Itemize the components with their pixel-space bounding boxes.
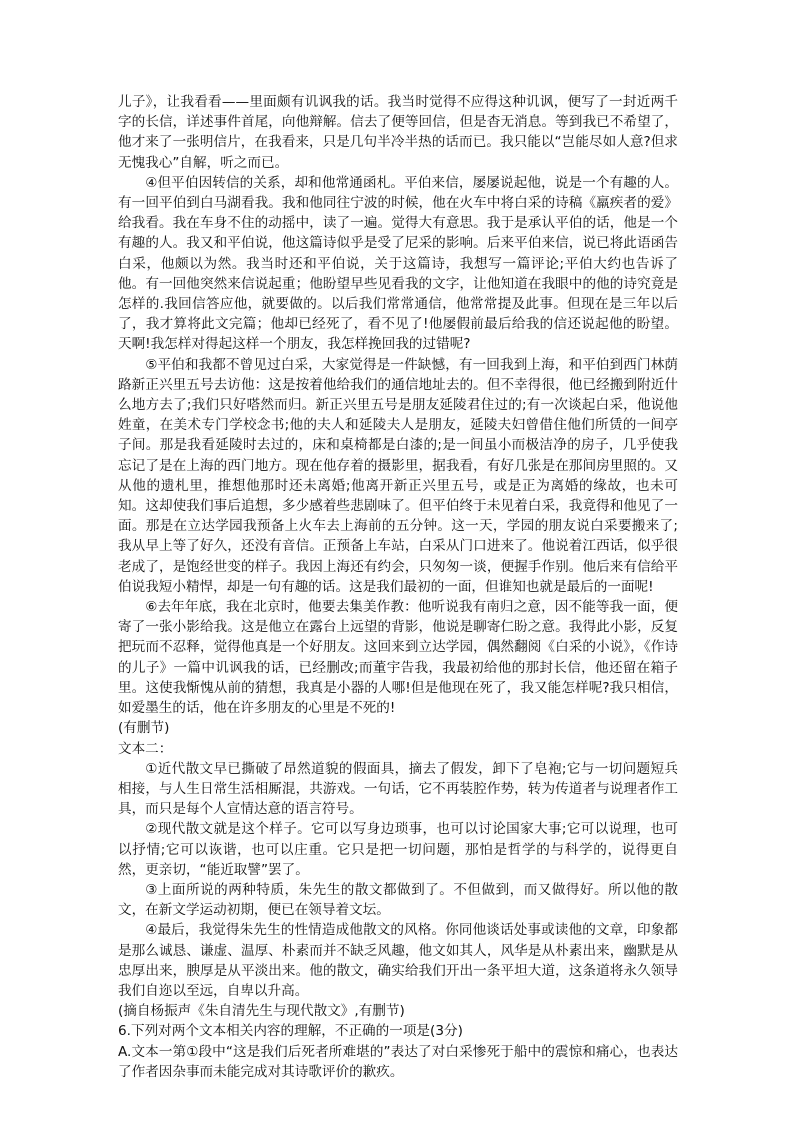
question-option-a: A.文本一第①段中“这是我们后死者所难堪的”表达了对白采惨死于船中的震惊和痛心，也表达了作者因杂事而未能完成对其诗歌评价的歉疚。 [118, 1043, 678, 1080]
text-two-source: (摘自杨振声《朱自清先生与现代散文》,有删节) [118, 1003, 405, 1020]
text-one-continued-paragraph: 儿子》，让我看看——里面颇有讥讽我的话。我当时觉得不应得这种讥讽，便写了一封近两千字的长信，详述事件首尾，向他辩解。信去了便等回信，但是杳无消息。等到我已不希望了，他才来了一张明信片，在我看来，只是几句半冷半热的话而已。我只能以“岂能尽如人意?但求无愧我心”自解，听之而已。 [118, 94, 678, 171]
text-two-heading: 文本二： [118, 740, 173, 757]
text-one-paragraph-6: ⑥去年年底，我在北京时，他要去集美作教：他听说我有南归之意，因不能等我一面，便寄了一张小影给我。这是他立在露台上远望的背影，他说是聊寄仁盼之意。我得此小影，反复把玩而不忍释，觉得他真是一个好朋友。这回来到立达学园，偶然翻阅《白采的小说》，《作诗的儿子》一篇中讥讽我的话，已经删改;而董宇告我，我最初给他的那封长信，他还留在箱子里。这使我惭愧从前的猜想，我真是小器的人哪!但是他现在死了，我又能怎样呢?我只相信，如爱墨生的话，他在许多朋友的心里是不死的! [118, 599, 678, 717]
text-one-paragraph-5: ⑤平伯和我都不曾见过白采，大家觉得是一件缺憾，有一回我到上海，和平伯到西门林荫路新正兴里五号去访他：这是按着他给我们的通信地址去的。但不幸得很，他已经搬到附近什么地方去了;我们只好嗒然而归。新正兴里五号是朋友延陵君住过的;有一次谈起白采，他说他姓童，在美术专门学校念书;他的夫人和延陵夫人是朋友，延陵夫妇曾借住他们所赁的一间亭子间。那是我看延陵时去过的，床和桌椅都是白漆的;是一间虽小而极洁净的房子，几乎使我忘记了是在上海的西门地方。现在他存着的摄影里，据我看，有好几张是在那间房里照的。又从他的遗札里，推想他那时还未离婚;他离开新正兴里五号，或是正为离婚的缘故，也未可知。这却使我们事后追想，多少感着些悲剧味了。但平伯终于未见着白采，我竟得和他见了一面。那是在立达学园我预备上火车去上海前的五分钟。这一天，学园的朋友说白采要搬来了;我从早上等了好久，还没有音信。正预备上车站，白采从门口进来了。他说着江西话，似乎很老成了，是饱经世变的样子。我因上海还有约会，只匆匆一谈，便握手作别。他后来有信给平伯说我短小精悍，却是一句有趣的话。这是我们最初的一面，但谁知也就是最后的一面呢! [118, 356, 678, 595]
text-two-paragraph-4: ④最后，我觉得朱先生的性情造成他散文的风格。你同他谈话处事或读他的文章，印象都是那么诚恳、谦虚、温厚、朴素而并不缺乏风趣，他文如其人，风华是从朴素出来，幽默是从忠厚出来，腴厚是从平淡出来。他的散文，确实给我们开出一条平坦大道，这条道将永久领导我们自迩以至远，自卑以升高。 [118, 922, 678, 999]
text-two-paragraph-3: ③上面所说的两种特质，朱先生的散文都做到了。不但做到，而又做得好。所以他的散文，在新文学运动初期，便已在领导着文坛。 [118, 881, 678, 919]
text-one-paragraph-4: ④但平伯因转信的关系，却和他常通函札。平伯来信，屡屡说起他，说是一个有趣的人。有一回平伯到白马湖看我。我和他同往宁波的时候，他在火车中将白采的诗稿《羸疾者的爱》给我看。我在车身不住的动摇中，读了一遍。觉得大有意思。我于是承认平伯的话，他是一个有趣的人。我又和平伯说，他这篇诗似乎是受了尼采的影响。后来平伯来信，说已将此语函告白采，他颇以为然。我当时还和平伯说，关于这篇诗，我想写一篇评论;平伯大约也告诉了他。有一回他突然来信说起重；他盼望早些见看我的文字，让他知道在我眼中的他的诗究竟是怎样的.我回信答应他，就要做的。以后我们常常通信，他常常提及此事。但现在是三年以后了，我才算将此文完篇；他却已经死了，看不见了!他屡假前最后给我的信还说起他的盼望。天啊!我怎样对得起这样一个朋友，我怎样挽回我的过错呢? [118, 174, 678, 353]
document-page [118, 92, 678, 1082]
text-one-deletion-note: (有删节) [118, 720, 170, 737]
text-two-paragraph-2: ②现代散文就是这个样子。它可以写身边琐事，也可以讨论国家大事;它可以说理，也可以抒情;它可以诙谐，也可以庄重。它只是把一切问题，那怕是哲学的与科学的，说得更自然，更亲切，“能近取譬”罢了。 [118, 821, 678, 878]
text-two-paragraph-1: ①近代散文早已撕破了昂然道貌的假面具，摘去了假发，卸下了皂袍;它与一切问题短兵相接，与人生日常生活相厮混，共游戏。一句话，它不再装腔作势，转为传道者与说理者作工具，而只是每个人宣情达意的语言符号。 [118, 760, 678, 818]
question-stem: 6.下列对两个文本相关内容的理解，不正确的一项是(3分) [118, 1023, 463, 1040]
